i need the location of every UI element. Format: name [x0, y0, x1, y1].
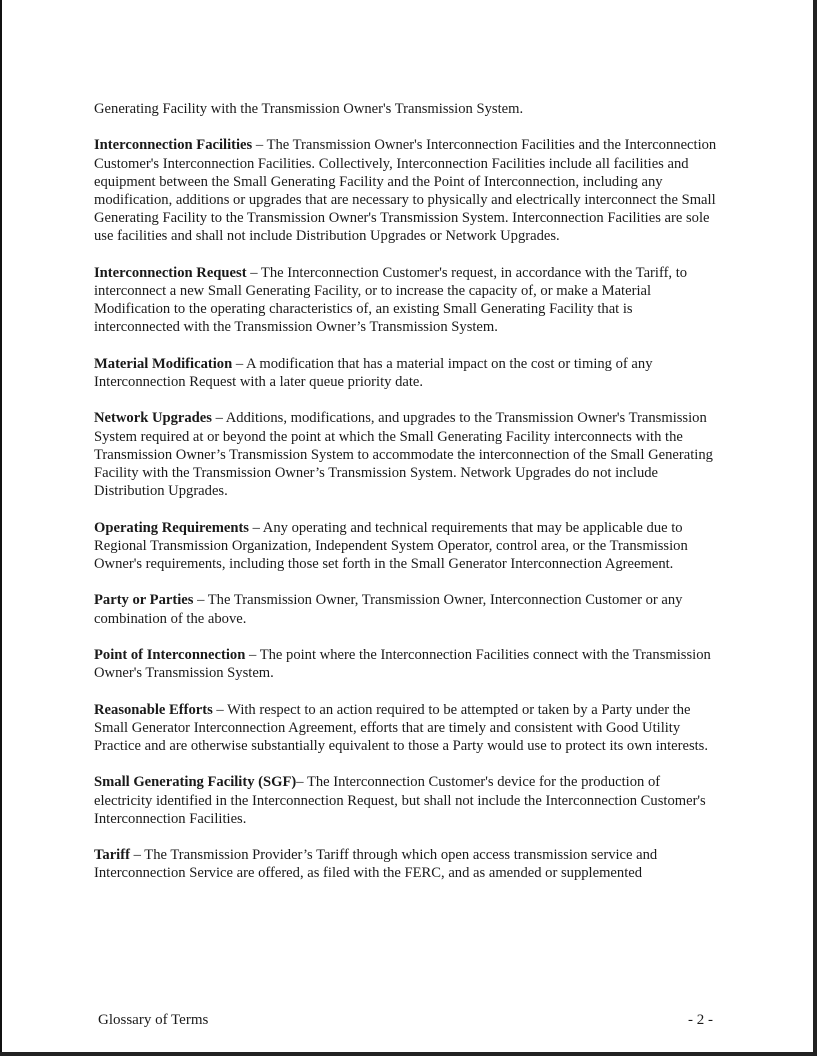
separator: –	[296, 774, 307, 791]
term: Party or Parties	[94, 592, 194, 609]
continuation-paragraph: Generating Facility with the Transmission Owner's Transmission System.	[94, 101, 524, 117]
definition-text: With respect to an action required to be attempted or taken by a Party under the Small Generator Interconnection Agreement, efforts that are timely and consistent with Good Utility Practice and are otherwise substantially equivalent to those a Party would use to protect its own interests.	[94, 701, 708, 754]
separator: –	[129, 847, 145, 864]
term: Small Generating Facility (SGF)	[94, 774, 297, 791]
term: Network Upgrades	[94, 410, 212, 427]
term: Operating Requirements	[94, 519, 249, 536]
separator: –	[211, 410, 226, 427]
term: Point of Interconnection	[94, 646, 246, 663]
definition-text: The Transmission Provider’s Tariff through which open access transmission service and Interconnection Service are offered, as filed with the FERC, and as amended or supplemented	[94, 847, 658, 882]
definition-text: The Interconnection Customer's request, in accordance with the Tariff, to interconnect a new Small Generating Facility, or to increase the capacity of, or make a Material Modification to the operating characteristics of, an existing Small Generating Facility that is interconnected with the Transmission Owner’s Transmission System.	[94, 264, 688, 336]
definition-text: The point where the Interconnection Facilities connect with the Transmission Owner's Transmission System.	[94, 646, 711, 682]
term: Reasonable Efforts	[94, 701, 213, 718]
footer-title: Glossary of Terms	[98, 1012, 209, 1028]
definition-interconnection-request	[94, 264, 720, 337]
definition-interconnection-facilities	[94, 136, 720, 245]
definition-text: The Interconnection Customer's device for the production of electricity identified in the Interconnection Request, but shall not include the Interconnection Customer's Interconnection Facilities.	[94, 774, 706, 827]
separator: –	[252, 137, 267, 154]
definition-material-modification	[94, 355, 720, 391]
page-border-bottom	[0, 1052, 817, 1056]
definition-small-generating-facility	[94, 773, 720, 828]
page-number: - 2 -	[688, 1012, 713, 1028]
separator: –	[232, 355, 246, 372]
separator: –	[245, 646, 260, 663]
definition-point-of-interconnection	[94, 646, 720, 682]
definition-text: Any operating and technical requirements that may be applicable due to Regional Transmission Organization, Independent System Operator, control area, or the Transmission Owner's requirements, including those set forth in the Small Generator Interconnection Agreement.	[94, 519, 688, 572]
document-body	[94, 100, 720, 901]
definition-text: The Transmission Owner's Interconnection Facilities and the Interconnection Customer's Interconnection Facilities. Collectively, Interconnection Facilities include all facilities and equipment between the Small Generating Facility and the Point of Interconnection, including any modification, additions or upgrades that are necessary to physically and electrically interconnect the Small Generating Facility to the Transmission Owner's Transmission System. Interconnection Facilities are sole use facilities and shall not include Distribution Upgrades or Network Upgrades.	[94, 137, 717, 245]
separator: –	[248, 519, 263, 536]
definition-text: Additions, modifications, and upgrades to the Transmission Owner's Transmission System required at or beyond the point at which the Small Generating Facility interconnects with the Transmission Owner’s Transmission System to accommodate the interconnection of the Small Generating Facility with the Transmission Owner’s Transmission System. Network Upgrades do not include Distribution Upgrades.	[94, 410, 713, 500]
separator: –	[246, 264, 261, 281]
definition-text: A modification that has a material impact on the cost or timing of any Interconnection Request with a later queue priority date.	[94, 355, 653, 390]
definition-tariff	[94, 846, 720, 882]
page-border-right	[813, 0, 817, 1056]
definition-reasonable-efforts	[94, 701, 720, 756]
separator: –	[212, 701, 228, 718]
definition-text: The Transmission Owner, Transmission Owner, Interconnection Customer or any combination of the above.	[94, 592, 683, 627]
term: Interconnection Request	[94, 264, 247, 281]
separator: –	[193, 592, 208, 609]
definition-operating-requirements	[94, 519, 720, 574]
definition-network-upgrades	[94, 409, 720, 500]
definition-party-or-parties	[94, 591, 720, 627]
term: Tariff	[94, 847, 130, 864]
term: Material Modification	[94, 355, 233, 372]
term: Interconnection Facilities	[94, 137, 253, 154]
